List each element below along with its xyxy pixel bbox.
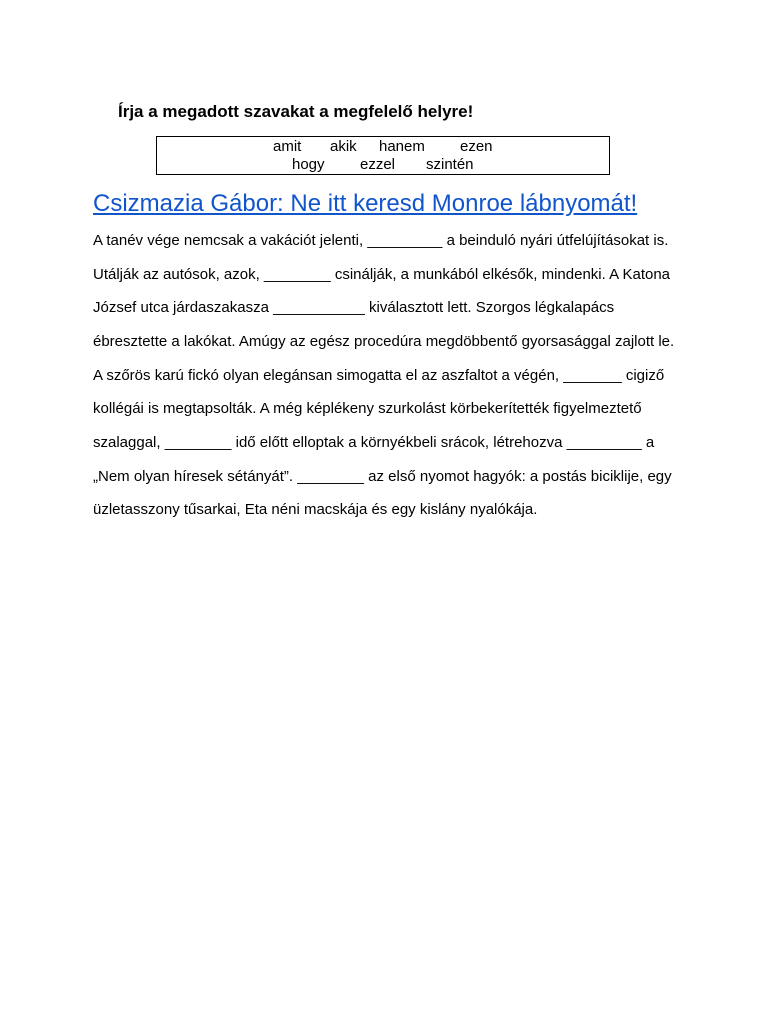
instruction-heading: Írja a megadott szavakat a megfelelő helyre! [118,102,474,121]
word-bank-item: amit [273,138,302,155]
word-bank-item: hogy [292,156,325,173]
article-line: kollégái is megtapsolták. A még képlékeny szurkolást körbekerítették figyelmeztető [93,400,642,417]
article-line: Utálják az autósok, azok, ________ csinálják, a munkából elkésők, mindenki. A Katona [93,266,671,283]
word-bank-item: ezzel [360,156,396,173]
article-line: szalaggal, ________ idő előtt elloptak a környékbeli srácok, létrehozva _________ a [93,434,655,451]
article-title-link[interactable]: Csizmazia Gábor: Ne itt keresd Monroe lábnyomát! [93,190,638,217]
word-bank-item: akik [330,138,357,155]
article-line: A tanév vége nemcsak a vakációt jelenti, _________ a beinduló nyári útfelújításokat is. [93,232,669,249]
word-bank-box [156,136,610,175]
article-line: ébresztette a lakókat. Amúgy az egész procedúra megdöbbentő gyorsasággal zajlott le. [93,333,675,350]
article-line: üzletasszony tűsarkai, Eta néni macskája és egy kislány nyalókája. [93,501,538,518]
article-line: József utca járdaszakasza ___________ kiválasztott lett. Szorgos légkalapács [93,299,615,316]
article-line: „Nem olyan híresek sétányát”. ________ az első nyomot hagyók: a postás biciklije, egy [93,468,672,485]
word-bank-item: szintén [426,156,474,173]
word-bank-item: ezen [460,138,493,155]
article-line: A szőrös karú fickó olyan elegánsan simogatta el az aszfaltot a végén, _______ cigiző [93,367,665,384]
word-bank-item: hanem [379,138,425,155]
